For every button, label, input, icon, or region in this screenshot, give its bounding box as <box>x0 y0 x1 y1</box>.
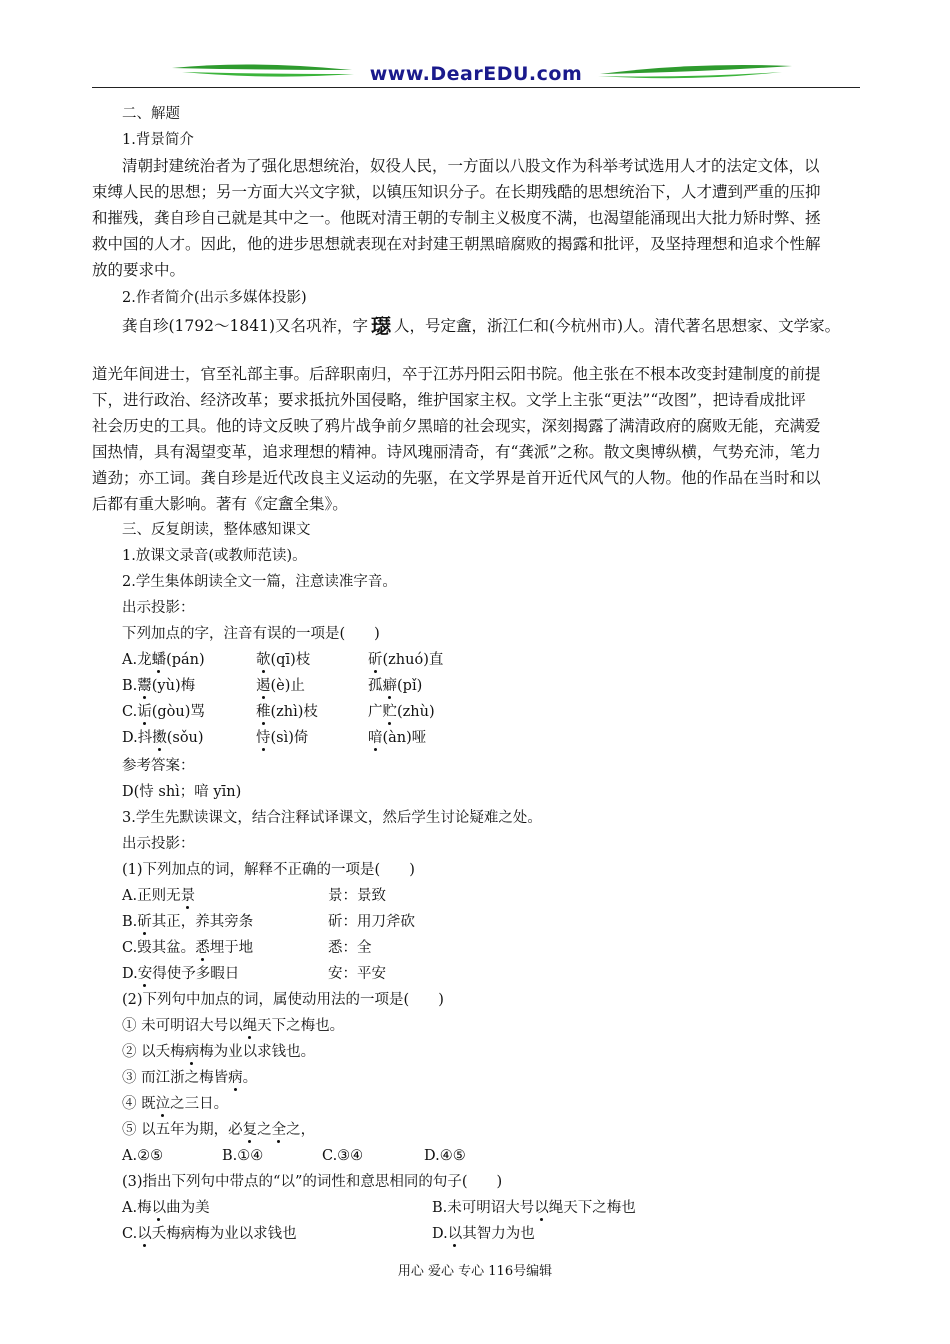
part-3-question: (3)指出下列句中带点的“以”的词性和意思相同的句子( ) <box>122 1174 503 1190</box>
bg-line: 束缚人民的思想；另一方面大兴文字狱，以镇压知识分子。在长期残酷的思想统治下，人才遭到严重的压抑 <box>92 183 821 201</box>
author-line: 国热情，具有渴望变革，追求理想的精神。诗风瑰丽清奇，有“龚派”之称。散文奥博纵横，气势充沛，笔力 <box>92 443 821 461</box>
p2-choice: B.①④ <box>222 1148 264 1164</box>
show-projection: 出示投影： <box>122 600 195 616</box>
bg-line: 放的要求中。 <box>92 261 186 279</box>
p1-explain-c: 悉：全 <box>328 940 372 956</box>
p1-explain-a: 景：景致 <box>328 888 386 904</box>
p2-item: ④ 既泣之三日。 <box>122 1096 229 1112</box>
q1-row-c-3: 广贮(zhù) <box>368 704 435 720</box>
p2-item: ② 以夭梅病梅为业以求钱也。 <box>122 1044 316 1060</box>
p2-choice: A.②⑤ <box>122 1148 164 1164</box>
part-2-question: (2)下列句中加点的词，属使动用法的一项是( ) <box>122 992 444 1008</box>
reference-label: 参考答案： <box>122 758 195 774</box>
p3-option-c: C.以夭梅病梅为业以求钱也 <box>122 1226 297 1242</box>
author-title: 2.作者简介(出示多媒体投影) <box>122 290 307 306</box>
p2-item: ⑤ 以五年为期，必复之全之， <box>122 1122 316 1138</box>
author-first-a: 龚自珍(1792～1841)又名巩祚，字 <box>122 317 368 335</box>
reference-answer: D(恃 shì；喑 yīn) <box>122 784 242 800</box>
step-3: 3.学生先默读课文，结合注释试译课文，然后学生讨论疑难之处。 <box>122 810 542 826</box>
part-1-question: (1)下列加点的词，解释不正确的一项是( ) <box>122 862 415 878</box>
author-first-line <box>122 316 840 336</box>
section-3-title: 三、反复朗读，整体感知课文 <box>122 522 311 538</box>
author-line: 社会历史的工具。他的诗文反映了鸦片战争前夕黑暗的社会现实，深刻揭露了满清政府的腐败无能，充满爱 <box>92 417 821 435</box>
p1-option-a: A.正则无景 <box>122 888 196 904</box>
q1-row-a-3: 斫(zhuó)直 <box>368 652 444 668</box>
bg-line: 和摧残，龚自珍自己就是其中之一。他既对清王朝的专制主义极度不满，也渴望能涌现出大批力矫时弊、拯 <box>92 209 821 227</box>
background-title: 1.背景简介 <box>122 132 194 148</box>
p3-option-b: B.未可明诏大号以绳天下之梅也 <box>432 1200 636 1216</box>
step-2: 2.学生集体朗读全文一篇，注意读准字音。 <box>122 574 397 590</box>
step-1: 1.放课文录音(或教师范读)。 <box>122 548 307 564</box>
q1-row-a-2: 欹(qī)枝 <box>256 652 311 668</box>
p1-explain-b: 斫：用刀斧砍 <box>328 914 415 930</box>
q1-row-b-3: 孤癖(pǐ) <box>368 678 423 694</box>
q1-row-c-2: 稚(zhì)枝 <box>256 704 318 720</box>
show-projection-2: 出示投影： <box>122 836 195 852</box>
q1-row-b-2: 遏(è)止 <box>256 678 305 694</box>
author-first-b: 人，号定盦，浙江仁和(今杭州市)人。清代著名思想家、文学家。 <box>394 317 841 335</box>
p2-item: ① 未可明诏大号以绳天下之梅也。 <box>122 1018 345 1034</box>
p2-choice: D.④⑤ <box>424 1148 466 1164</box>
p1-option-d: D.安得使予多暇日 <box>122 966 240 982</box>
page-header <box>92 60 860 90</box>
p3-option-d: D.以其智力为也 <box>432 1226 535 1242</box>
p3-option-a: A.梅以曲为美 <box>122 1200 210 1216</box>
p1-option-c: C.毁其盆。悉埋于地 <box>122 940 254 956</box>
p2-item: ③ 而江浙之梅皆病。 <box>122 1070 258 1086</box>
q1-row-d-2: 恃(sì)倚 <box>256 730 309 746</box>
q1-row-b: B.鬻(yù)梅 <box>122 678 196 694</box>
q1-row-d-3: 喑(àn)哑 <box>368 730 427 746</box>
header-rule <box>92 87 860 88</box>
author-line: 遒劲；亦工词。龚自珍是近代改良主义运动的先驱，在文学界是首开近代风气的人物。他的作品在当时和以 <box>92 469 821 487</box>
q1-row-a: A.龙蟠(pán) <box>122 652 205 668</box>
p2-choice: C.③④ <box>322 1148 364 1164</box>
p1-explain-d: 安：平安 <box>328 966 386 982</box>
bg-line: 清朝封建统治者为了强化思想统治，奴役人民，一方面以八股文作为科举考试选用人才的法定文体，以 <box>122 157 820 175</box>
question-1: 下列加点的字，注音有误的一项是( ) <box>122 626 380 642</box>
p1-option-b: B.斫其正，养其旁条 <box>122 914 254 930</box>
q1-row-d: D.抖擞(sǒu) <box>122 730 204 746</box>
page-footer: 用心 爱心 专心 116号编辑 <box>397 1264 553 1279</box>
author-line: 后都有重大影响。著有《定盦全集》。 <box>92 495 348 513</box>
section-2-title: 二、解题 <box>122 106 180 122</box>
author-line: 道光年间进士，官至礼部主事。后辞职南归，卒于江苏丹阳云阳书院。他主张在不根本改变封建制度的前提 <box>92 365 821 383</box>
bg-line: 救中国的人才。因此，他的进步思想就表现在对封建王朝黑暗腐败的揭露和批评，及坚持理想和追求个性解 <box>92 235 821 253</box>
author-glyph: 璱 <box>371 314 391 338</box>
author-line: 下，进行政治、经济改革；要求抵抗外国侵略，维护国家主权。文学上主张“更法”“改图”，把诗看成批评 <box>92 391 806 409</box>
q1-row-c: C.诟(gòu)骂 <box>122 704 205 720</box>
site-name: www.DearEDU.com <box>369 63 583 85</box>
